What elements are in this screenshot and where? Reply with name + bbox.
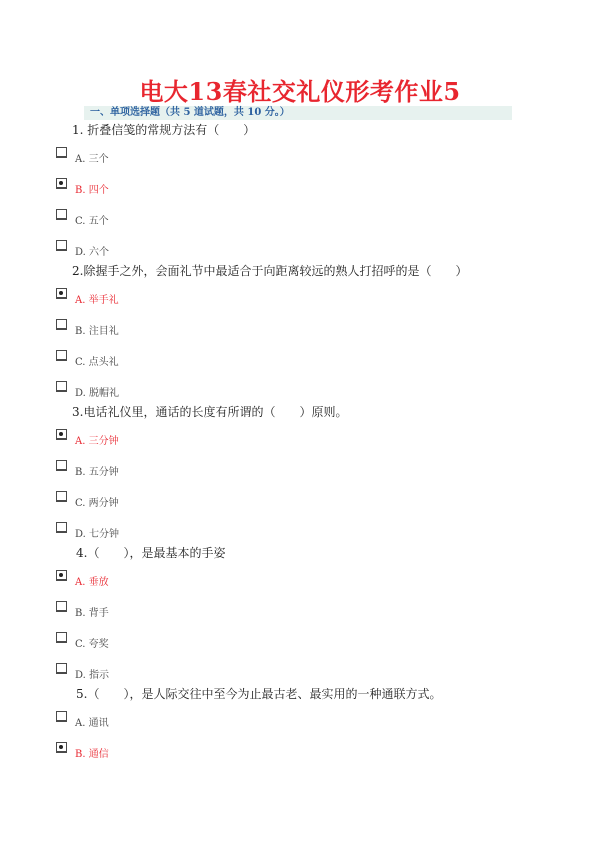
question-2-option-b[interactable] [56, 321, 119, 337]
question-4-text: 4.（ ），是最基本的手姿 [76, 546, 226, 560]
question-4-option-c[interactable] [56, 634, 109, 650]
question-1-option-a[interactable] [56, 149, 109, 165]
radio-button-checked-icon[interactable] [56, 570, 67, 581]
option-label: B. 注目礼 [75, 325, 119, 337]
option-label: A. 举手礼 [75, 294, 119, 306]
question-4-option-b[interactable] [56, 603, 109, 619]
question-3-option-a[interactable] [56, 431, 119, 447]
radio-button-icon[interactable] [56, 319, 67, 330]
radio-button-icon[interactable] [56, 350, 67, 361]
question-1-option-c[interactable] [56, 211, 109, 227]
radio-button-icon[interactable] [56, 209, 67, 220]
question-3-option-d[interactable] [56, 524, 119, 540]
radio-button-icon[interactable] [56, 240, 67, 251]
question-2-option-d[interactable] [56, 383, 119, 399]
section-header: 一、单项选择题（共 5 道试题，共 10 分。） [84, 106, 512, 120]
question-3-text: 3.电话礼仪里，通话的长度有所谓的（ ）原则。 [72, 405, 348, 419]
option-label: C. 点头礼 [75, 356, 119, 368]
radio-button-checked-icon[interactable] [56, 742, 67, 753]
question-5-text: 5.（ ），是人际交往中至今为止最古老、最实用的一种通联方式。 [76, 687, 442, 701]
option-label: A. 通讯 [75, 717, 109, 729]
option-label: B. 通信 [75, 748, 109, 760]
radio-button-checked-icon[interactable] [56, 429, 67, 440]
question-1-option-b[interactable] [56, 180, 109, 196]
radio-button-checked-icon[interactable] [56, 178, 67, 189]
option-label: B. 五分钟 [75, 466, 119, 478]
option-label: A. 垂放 [75, 576, 109, 588]
question-1-option-d[interactable] [56, 242, 109, 258]
radio-button-icon[interactable] [56, 381, 67, 392]
radio-button-icon[interactable] [56, 491, 67, 502]
question-4-option-a[interactable] [56, 572, 109, 588]
radio-button-checked-icon[interactable] [56, 288, 67, 299]
option-label: C. 夸奖 [75, 638, 109, 650]
question-3-option-c[interactable] [56, 493, 119, 509]
question-2-option-c[interactable] [56, 352, 119, 368]
option-label: B. 背手 [75, 607, 109, 619]
question-5-option-b[interactable] [56, 744, 109, 760]
question-2-text: 2.除握手之外，会面礼节中最适合于向距离较远的熟人打招呼的是（ ） [72, 264, 468, 278]
radio-button-icon[interactable] [56, 601, 67, 612]
option-label: C. 两分钟 [75, 497, 119, 509]
option-label: D. 七分钟 [75, 528, 120, 540]
document-title: 电大13春社交礼仪形考作业5 [139, 77, 461, 106]
radio-button-icon[interactable] [56, 147, 67, 158]
option-label: D. 脱帽礼 [75, 387, 120, 399]
radio-button-icon[interactable] [56, 711, 67, 722]
question-3-option-b[interactable] [56, 462, 119, 478]
question-1-text: 1. 折叠信笺的常规方法有（ ） [72, 123, 256, 137]
question-4-option-d[interactable] [56, 665, 109, 681]
option-label: B. 四个 [75, 184, 109, 196]
option-label: A. 三分钟 [75, 435, 119, 447]
radio-button-icon[interactable] [56, 663, 67, 674]
question-5-option-a[interactable] [56, 713, 109, 729]
radio-button-icon[interactable] [56, 460, 67, 471]
question-2-option-a[interactable] [56, 290, 119, 306]
option-label: D. 六个 [75, 246, 110, 258]
option-label: D. 指示 [75, 669, 110, 681]
radio-button-icon[interactable] [56, 632, 67, 643]
option-label: C. 五个 [75, 215, 109, 227]
option-label: A. 三个 [75, 153, 109, 165]
radio-button-icon[interactable] [56, 522, 67, 533]
